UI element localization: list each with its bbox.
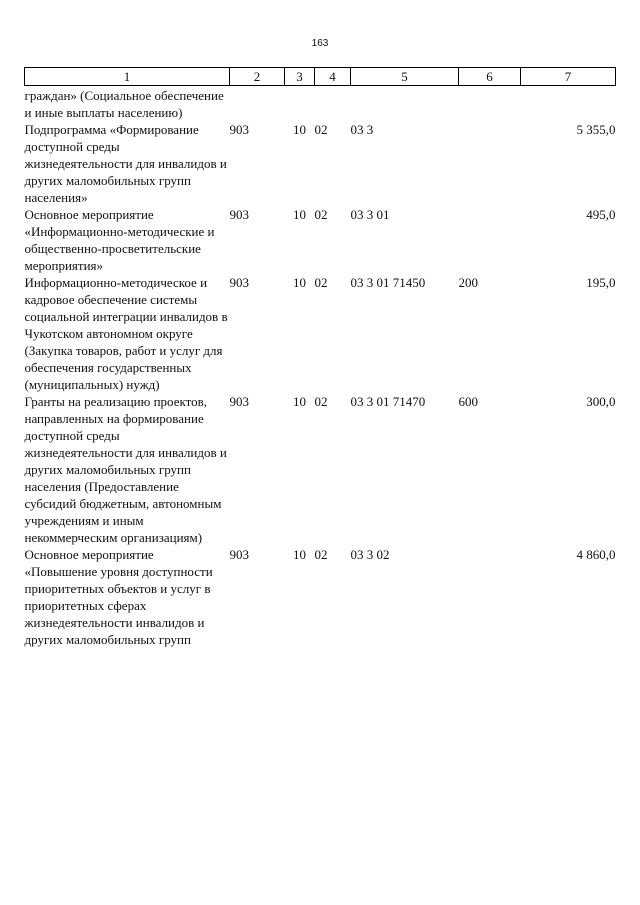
row-name: Основное мероприятие «Повышение уровня доступности приоритетных объектов и услуг в приоритетных сферах жизнедеятельности инвалидов и других маломобильных групп (24, 547, 213, 647)
row-expense-type: 200 (458, 275, 478, 290)
header-col-4: 4 (315, 68, 351, 86)
row-name: Подпрограмма «Формирование доступной среды жизнедеятельности для инвалидов и других маломобильных групп населения» (24, 122, 227, 205)
row-expense-type: 600 (458, 394, 478, 409)
row-target-article: 03 3 02 (350, 547, 390, 562)
header-col-5: 5 (351, 68, 459, 86)
row-name: граждан» (Социальное обеспечение и иные выплаты населению) (24, 88, 224, 120)
table-row (25, 546, 616, 648)
row-target-article: 03 3 01 71470 (350, 394, 426, 409)
page-number: 163 (311, 38, 329, 49)
table-row (25, 274, 616, 393)
row-target-article: 03 3 (350, 122, 374, 137)
row-amount: 195,0 (586, 275, 616, 290)
row-amount: 300,0 (586, 394, 616, 409)
row-amount: 5 355,0 (576, 122, 616, 137)
row-ministry-code: 903 (229, 207, 249, 222)
row-ministry-code: 903 (229, 275, 249, 290)
row-section: 10 (293, 394, 306, 409)
row-subsection: 02 (314, 547, 328, 562)
row-subsection: 02 (314, 122, 328, 137)
row-amount (521, 86, 616, 122)
table-row (25, 206, 616, 274)
row-subsection: 02 (314, 275, 328, 290)
header-col-7: 7 (521, 68, 616, 86)
row-name: Основное мероприятие «Информационно-методические и общественно-просветительские мероприятия» (24, 207, 215, 273)
row-section: 10 (293, 207, 306, 222)
row-subsection (315, 86, 351, 122)
header-col-2: 2 (230, 68, 285, 86)
header-row (25, 68, 616, 86)
row-expense-type (459, 86, 521, 122)
row-ministry-code: 903 (229, 122, 249, 137)
table-row (25, 393, 616, 546)
header-col-1: 1 (25, 68, 230, 86)
header-col-6: 6 (459, 68, 521, 86)
row-expense-type (459, 121, 521, 206)
row-section: 10 (293, 547, 306, 562)
row-target-article: 03 3 01 71450 (350, 275, 426, 290)
row-name: Гранты на реализацию проектов, направленных на формирование доступной среды жизнедеятельности для инвалидов и других маломобильных групп населения (Предоставление субсидий бюджетным, автономным учреждениям и иным некоммерческим организациям) (24, 394, 227, 545)
table-row (25, 86, 616, 122)
row-section (285, 86, 315, 122)
row-target-article (351, 86, 459, 122)
row-ministry-code (230, 86, 285, 122)
table-row (25, 121, 616, 206)
row-subsection: 02 (314, 394, 328, 409)
row-ministry-code: 903 (229, 394, 249, 409)
row-subsection: 02 (314, 207, 328, 222)
row-target-article: 03 3 01 (350, 207, 390, 222)
row-amount: 495,0 (586, 207, 616, 222)
header-col-3: 3 (285, 68, 315, 86)
budget-table (24, 67, 616, 648)
row-amount: 4 860,0 (576, 547, 616, 562)
row-name: Информационно-методическое и кадровое обеспечение системы социальной интеграции инвалидов в Чукотском автономном округе (Закупка товаров, работ и услуг для обеспечения государственных (муниципальных) нужд) (24, 275, 228, 392)
row-section: 10 (293, 122, 306, 137)
row-expense-type (459, 206, 521, 274)
row-ministry-code: 903 (229, 547, 249, 562)
row-expense-type (459, 546, 521, 648)
row-section: 10 (293, 275, 306, 290)
